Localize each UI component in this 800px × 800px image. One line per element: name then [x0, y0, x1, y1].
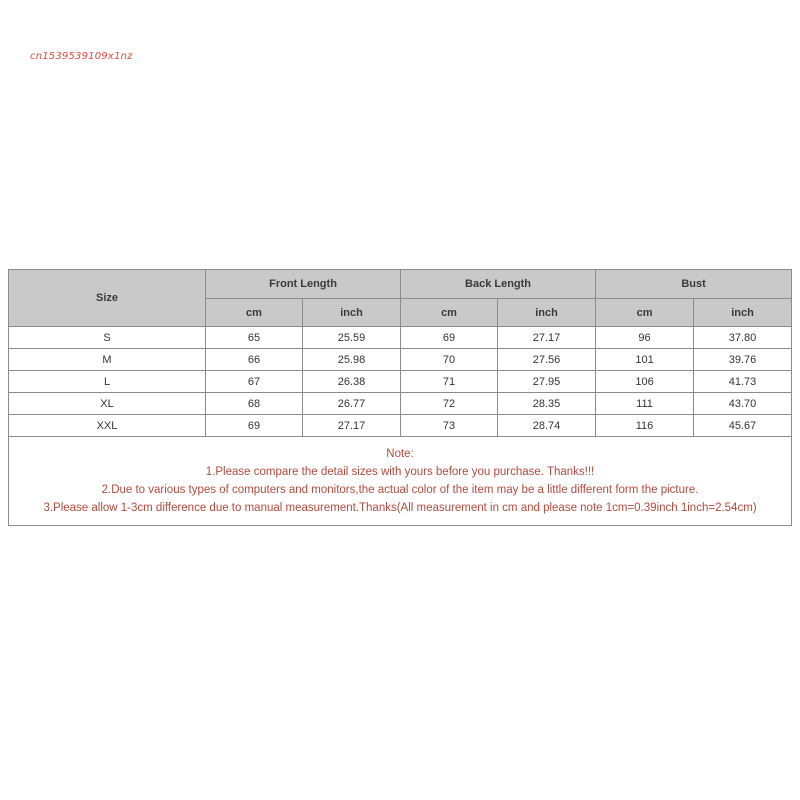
table-cell: 28.35 — [498, 393, 596, 415]
table-cell: 25.59 — [303, 327, 401, 349]
table-row — [9, 327, 792, 349]
table-row — [9, 349, 792, 371]
table-cell: 101 — [596, 349, 694, 371]
table-cell: 45.67 — [694, 415, 792, 437]
watermark-text: cn1539539109x1nz — [30, 51, 133, 62]
table-row — [9, 371, 792, 393]
table-cell: 37.80 — [694, 327, 792, 349]
table-cell: 69 — [401, 327, 498, 349]
table-cell: 70 — [401, 349, 498, 371]
table-cell: 68 — [206, 393, 303, 415]
note-cell — [9, 437, 792, 526]
table-cell: 27.95 — [498, 371, 596, 393]
table-cell: 25.98 — [303, 349, 401, 371]
unit-header: inch — [694, 299, 792, 327]
note-line-1: 1.Please compare the detail sizes with yours before you purchase. Thanks!!! — [205, 466, 595, 478]
table-row — [9, 393, 792, 415]
table-cell: 43.70 — [694, 393, 792, 415]
size-chart-table — [8, 269, 792, 526]
table-cell: 41.73 — [694, 371, 792, 393]
table-cell: 73 — [401, 415, 498, 437]
note-row — [9, 437, 792, 526]
size-cell: S — [9, 327, 206, 349]
table-cell: 66 — [206, 349, 303, 371]
table-cell: 71 — [401, 371, 498, 393]
unit-header: cm — [401, 299, 498, 327]
table-cell: 26.38 — [303, 371, 401, 393]
table-cell: 28.74 — [498, 415, 596, 437]
table-cell: 116 — [596, 415, 694, 437]
header-group-row — [9, 270, 792, 299]
size-cell: M — [9, 349, 206, 371]
unit-header: cm — [596, 299, 694, 327]
table-cell: 27.56 — [498, 349, 596, 371]
table-cell: 67 — [206, 371, 303, 393]
note-title: Note: — [386, 448, 414, 460]
size-header: Size — [9, 270, 206, 327]
size-cell: XXL — [9, 415, 206, 437]
size-cell: XL — [9, 393, 206, 415]
unit-header: inch — [303, 299, 401, 327]
table-cell: 65 — [206, 327, 303, 349]
table-cell: 26.77 — [303, 393, 401, 415]
table-cell: 69 — [206, 415, 303, 437]
front-length-header: Front Length — [206, 270, 401, 299]
unit-header: inch — [498, 299, 596, 327]
unit-header: cm — [206, 299, 303, 327]
table-cell: 27.17 — [498, 327, 596, 349]
table-cell: 72 — [401, 393, 498, 415]
table-cell: 96 — [596, 327, 694, 349]
table-cell: 111 — [596, 393, 694, 415]
back-length-header: Back Length — [401, 270, 596, 299]
table-cell: 27.17 — [303, 415, 401, 437]
table-cell: 39.76 — [694, 349, 792, 371]
table-cell: 106 — [596, 371, 694, 393]
bust-header: Bust — [596, 270, 792, 299]
table-row — [9, 415, 792, 437]
note-line-2: 2.Due to various types of computers and monitors,the actual color of the item may be a little different form the picture. — [101, 484, 699, 496]
note-line-3: 3.Please allow 1-3cm difference due to manual measurement.Thanks(All measurement in cm and please note 1cm=0.39inch 1inch=2.54cm) — [43, 502, 757, 514]
size-cell: L — [9, 371, 206, 393]
